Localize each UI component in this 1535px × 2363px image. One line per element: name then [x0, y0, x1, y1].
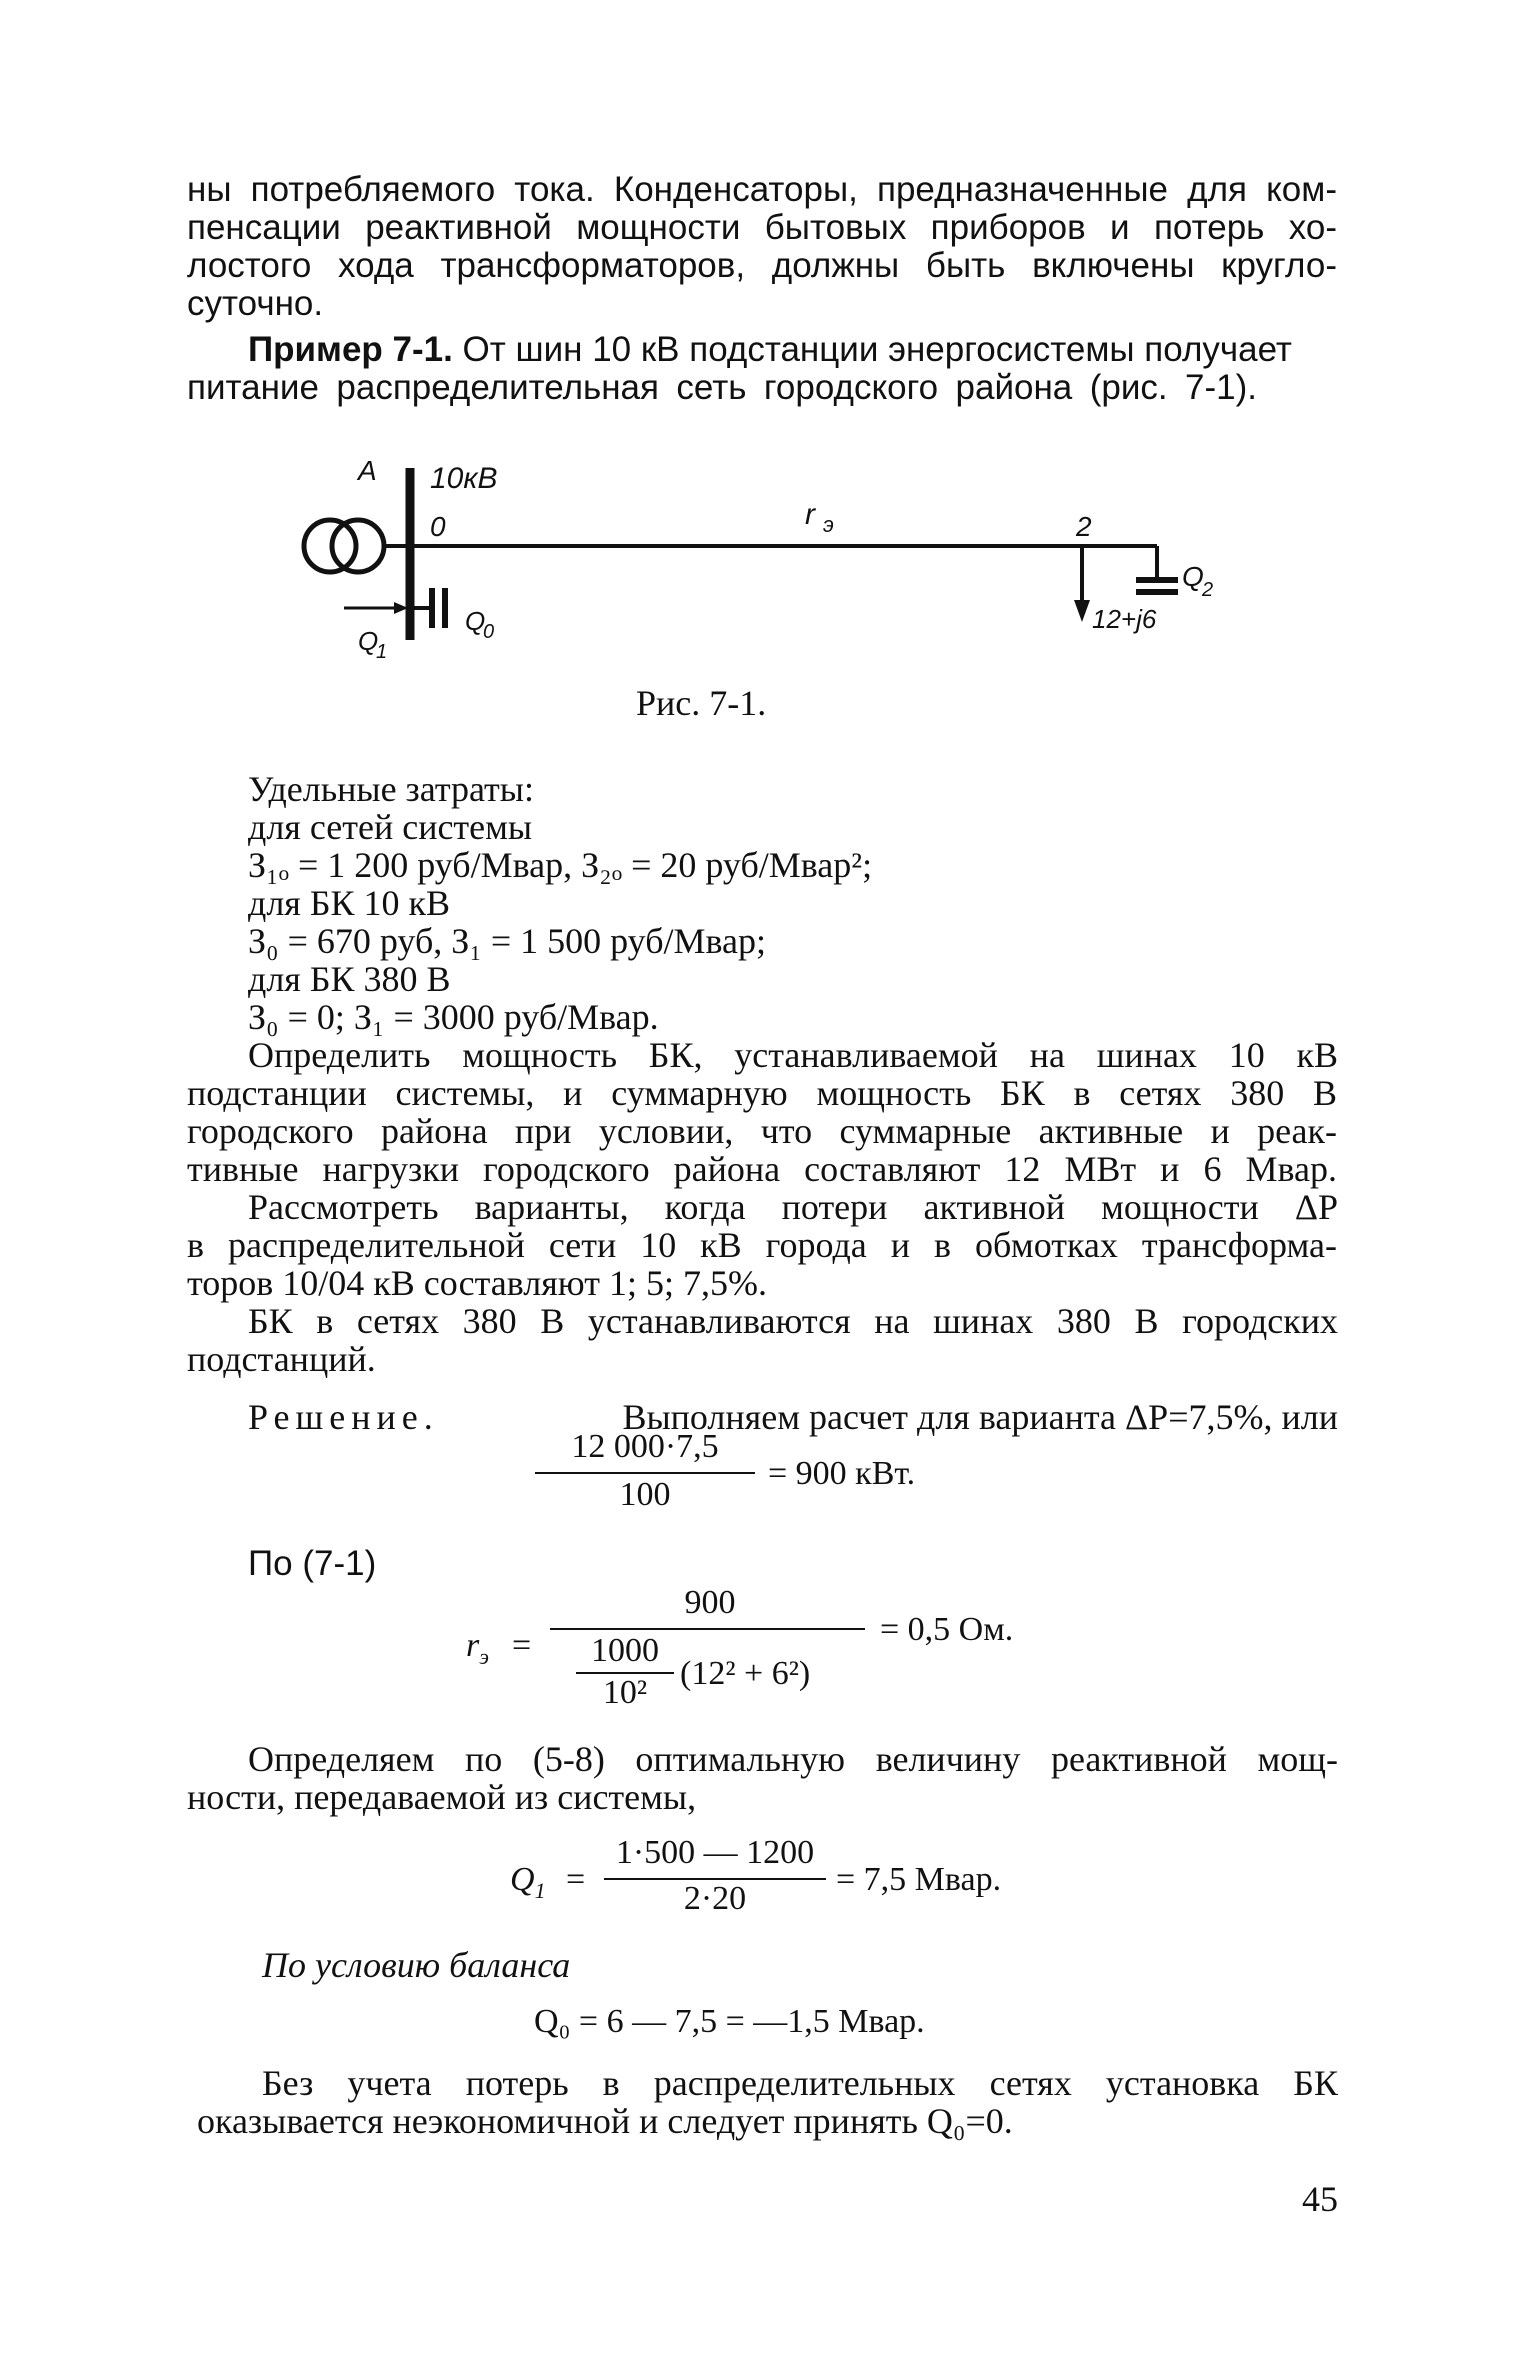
- intro-line-1: ны потребляемого тока. Конденсаторы, предназначенные для ком-: [187, 170, 1337, 209]
- eq2-lhs-symbol: r: [466, 1627, 480, 1664]
- eq4: Q₀ = 6 — 7,5 = —1,5 Мвар.: [534, 2003, 925, 2040]
- solution-text: Выполняем расчет для варианта ΔP=7,5%, или: [622, 1397, 1338, 1437]
- eq3-denominator: 2·20: [683, 1880, 747, 1917]
- task-line-2: подстанции системы, и суммарную мощность БК в сетях 380 В: [187, 1073, 1337, 1113]
- final-line-1: Без учета потерь в распределительных сетях установка БК: [262, 2063, 1338, 2103]
- circuit-diagram: [270, 450, 1270, 680]
- eq3-lhs-symbol: Q: [510, 1861, 535, 1898]
- intro-line-4: суточно.: [187, 284, 324, 323]
- eq1-numerator: 12 000·7,5: [571, 1428, 719, 1465]
- eq3-equals: =: [566, 1861, 586, 1898]
- label-q0: Q: [465, 606, 486, 636]
- intro-line-3: лостого хода трансформаторов, должны быть включены кругло-: [187, 246, 1337, 285]
- eq2-lhs-sub: э: [479, 1643, 489, 1669]
- solution-line: [248, 1398, 1338, 1437]
- label-10kv: 10кВ: [430, 462, 498, 495]
- example-text-1: От шин 10 кВ подстанции энергосистемы получает: [452, 330, 1292, 369]
- opt-line-1: Определяем по (5-8) оптимальную величину реактивной мощ-: [248, 1739, 1338, 1779]
- task-line-3: городского района при условии, что суммарные активные и реак-: [187, 1111, 1337, 1151]
- costs-line-4: для БК 10 кВ: [248, 883, 451, 923]
- costs-line-6: для БК 380 В: [248, 959, 451, 999]
- label-q1-sub: 1: [376, 641, 388, 663]
- label-q2: Q: [1182, 561, 1204, 592]
- costs-line-5: З₀ = 670 руб, З₁ = 1 500 руб/Мвар;: [248, 921, 767, 961]
- eq2-fraction-line: [550, 1628, 865, 1630]
- eq2-paren: (12² + 6²): [680, 1655, 811, 1692]
- task-line-6: в распределительной сети 10 кВ города и в обмотках трансформа-: [187, 1225, 1337, 1265]
- label-r: r: [805, 498, 815, 531]
- opt-line-2: ности, передаваемой из системы,: [187, 1777, 697, 1817]
- eq3-lhs: [510, 1860, 546, 1910]
- costs-line-2: для сетей системы: [248, 807, 533, 847]
- example-line-2: питание распределительная сеть городского района (рис. 7-1).: [187, 368, 1257, 407]
- eq2-inner-numerator: 1000: [591, 1632, 659, 1669]
- eq2-equals: =: [512, 1627, 532, 1664]
- figure-caption: Рис. 7-1.: [636, 683, 767, 723]
- example-line-1: [248, 330, 1338, 369]
- costs-line-7: З₀ = 0; З₁ = 3000 руб/Мвар.: [248, 997, 659, 1037]
- eq3-lhs-sub: 1: [534, 1877, 546, 1903]
- final-line-2: оказывается неэкономичной и следует принять Q₀=0.: [197, 2101, 1013, 2141]
- task-line-4: тивные нагрузки городского района составляют 12 МВт и 6 Мвар.: [187, 1149, 1337, 1189]
- example-label: Пример 7-1.: [248, 330, 453, 369]
- page-number: 45: [1302, 2179, 1338, 2219]
- eq2-inner-denominator: 10²: [602, 1674, 648, 1711]
- eq1-result: = 900 кВт.: [768, 1455, 916, 1492]
- load-arrow-head: [1074, 600, 1090, 622]
- task-line-7: торов 10/04 кВ составляют 1; 5; 7,5%.: [187, 1263, 767, 1303]
- label-q0-sub: 0: [483, 621, 495, 643]
- intro-line-2: пенсации реактивной мощности бытовых приборов и потерь хо-: [187, 208, 1337, 247]
- label-r-sub: э: [823, 512, 834, 537]
- eq3-result: = 7,5 Мвар.: [836, 1861, 1002, 1898]
- label-node-2: 2: [1076, 511, 1092, 542]
- task-line-5: Рассмотреть варианты, когда потери активной мощности ΔP: [248, 1187, 1338, 1227]
- solution-label: Решение.: [248, 1397, 439, 1437]
- eq1-fraction-line: [535, 1472, 755, 1474]
- eq2-lhs: [466, 1626, 489, 1676]
- costs-line-1: Удельные затраты:: [248, 769, 534, 809]
- costs-line-3: З₁ₒ = 1 200 руб/Мвар, З₂ₒ = 20 руб/Мвар²;: [248, 845, 873, 885]
- task-line-9: подстанций.: [187, 1339, 376, 1379]
- label-node-0: 0: [430, 511, 446, 542]
- eq2-result: = 0,5 Ом.: [880, 1611, 1014, 1648]
- eq3-numerator: 1·500 — 1200: [615, 1834, 815, 1871]
- label-load: 12+j6: [1092, 604, 1157, 634]
- task-line-1: Определить мощность БК, устанавливаемой на шинах 10 кВ: [248, 1035, 1338, 1075]
- ref-7-1: По (7-1): [248, 1544, 377, 1583]
- label-q1: Q: [358, 626, 379, 656]
- task-line-8: БК в сетях 380 В устанавливаются на шинах 380 В городских: [248, 1301, 1338, 1341]
- balance-label: По условию баланса: [262, 1945, 571, 1985]
- label-node-a: А: [358, 455, 377, 486]
- eq2-numerator: 900: [684, 1584, 736, 1621]
- eq1-denominator: 100: [619, 1476, 671, 1513]
- label-q2-sub: 2: [1202, 579, 1214, 601]
